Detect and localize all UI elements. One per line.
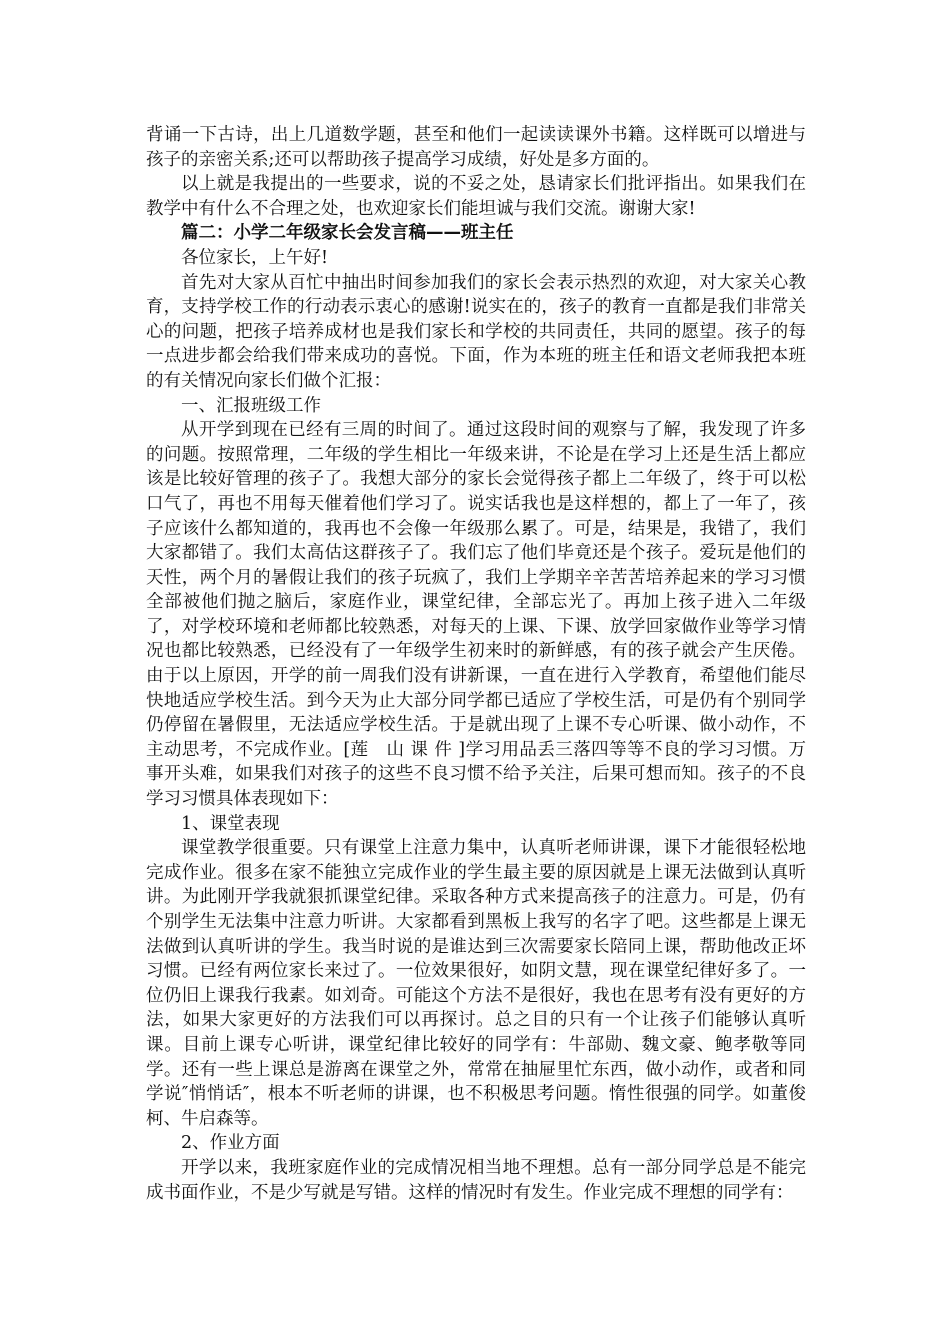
section-heading: 篇二：小学二年级家长会发言稿——班主任 (181, 223, 514, 244)
paragraph-classroom: 课堂教学很重要。只有课堂上注意力集中，认真听老师讲课，课下才能很轻松地完成作业。很多在家不能独立完成作业的学生最主要的原因就是上课无法做到认真听讲。为此刚开学我就狠抓课堂纪律。采取各种方式来提高孩子的注意力。可是，仍有个别学生无法集中注意力听讲。大家都看到黑板上我写的名字了吧。这些都是上课无法做到认真听讲的学生。我当时说的是谁达到三次需要家长陪同上课，帮助他改正坏习惯。已经有两位家长来过了。一位效果很好，如阴文慧，现在课堂纪律好多了。一位仍旧上课我行我素。如刘奇。可能这个方法不是很好，我也在思考有没有更好的方法，如果大家更好的方法我们可以再探讨。总之目的只有一个让孩子们能够认真听课。目前上课专心听讲，课堂纪律比较好的同学有：牛部勋、魏文豪、鲍孝敬等同学。还有一些上课总是游离在课堂之外，常常在抽屉里忙东西，做小动作，或者和同学说″悄悄话″，根本不听老师的讲课，也不积极思考问题。惰性很强的同学。如董俊柯、牛启森等。 (146, 838, 806, 1129)
paragraph-class-report: 从开学到现在已经有三周的时间了。通过这段时间的观察与了解，我发现了许多的问题。按照常理，二年级的学生相比一年级来讲，不论是在学习上还是生活上都应该是比较好管理的孩子了。我想大部分的家长会觉得孩子都上二年级了，终于可以松口气了，再也不用每天催着他们学习了。说实话我也是这样想的，都上了一年了，孩子应该什么都知道的，我再也不会像一年级那么累了。可是，结果是，我错了，我们大家都错了。我们太高估这群孩子了。我们忘了他们毕竟还是个孩子。爱玩是他们的天性，两个月的暑假让我们的孩子玩疯了，我们上学期辛辛苦苦培养起来的学习习惯全部被他们抛之脑后，家庭作业，课堂纪律，全部忘光了。再加上孩子进入二年级了，对学校环境和老师都比较熟悉，对每天的上课、下课、放学回家做作业等学习情况也都比较熟悉，已经没有了一年级学生初来时的新鲜感，有的孩子就会产生厌倦。由于以上原因，开学的前一周我们没有讲新课，一直在进行入学教育，希望他们能尽快地适应学校生活。到今天为止大部分同学都已适应了学校生活，可是仍有个别同学仍停留在暑假里，无法适应学校生活。于是就出现了上课不专心听课、做小动作，不主动思考，不完成作业。[莲 山 课 件 ]学习用品丢三落四等等不良的学习习惯。万事开头难，如果我们对孩子的这些不良习惯不给予关注，后果可想而知。孩子的不良学习习惯具体表现如下： (146, 420, 806, 810)
subheading-classroom: 1、课堂表现 (181, 813, 280, 834)
paragraph-welcome: 首先对大家从百忙中抽出时间参加我们的家长会表示热烈的欢迎，对大家关心教育，支持学校工作的行动表示衷心的感谢!说实在的，孩子的教育一直都是我们非常关心的问题，把孩子培养成材也是我们家长和学校的共同责任，共同的愿望。孩子的每一点进步都会给我们带来成功的喜悦。下面，作为本班的班主任和语文老师我把本班的有关情况向家长们做个汇报： (146, 272, 806, 391)
paragraph-homework: 开学以来，我班家庭作业的完成情况相当地不理想。总有一部分同学总是不能完成书面作业，不是少写就是写错。这样的情况时有发生。作业完成不理想的同学有： (146, 1157, 806, 1203)
document-page (146, 123, 806, 1205)
paragraph-closing-remarks: 以上就是我提出的一些要求，说的不妥之处，恳请家长们批评指出。如果我们在教学中有什么不合理之处，也欢迎家长们能坦诚与我们交流。谢谢大家! (146, 174, 806, 219)
paragraph-greeting: 各位家长，上午好! (181, 247, 329, 268)
subheading-homework: 2、作业方面 (181, 1133, 280, 1154)
subheading-class-work: 一、汇报班级工作 (181, 395, 321, 416)
paragraph-parent-reading: 背诵一下古诗，出上几道数学题，甚至和他们一起读读课外书籍。这样既可以增进与孩子的亲密关系;还可以帮助孩子提高学习成绩，好处是多方面的。 (146, 125, 806, 170)
